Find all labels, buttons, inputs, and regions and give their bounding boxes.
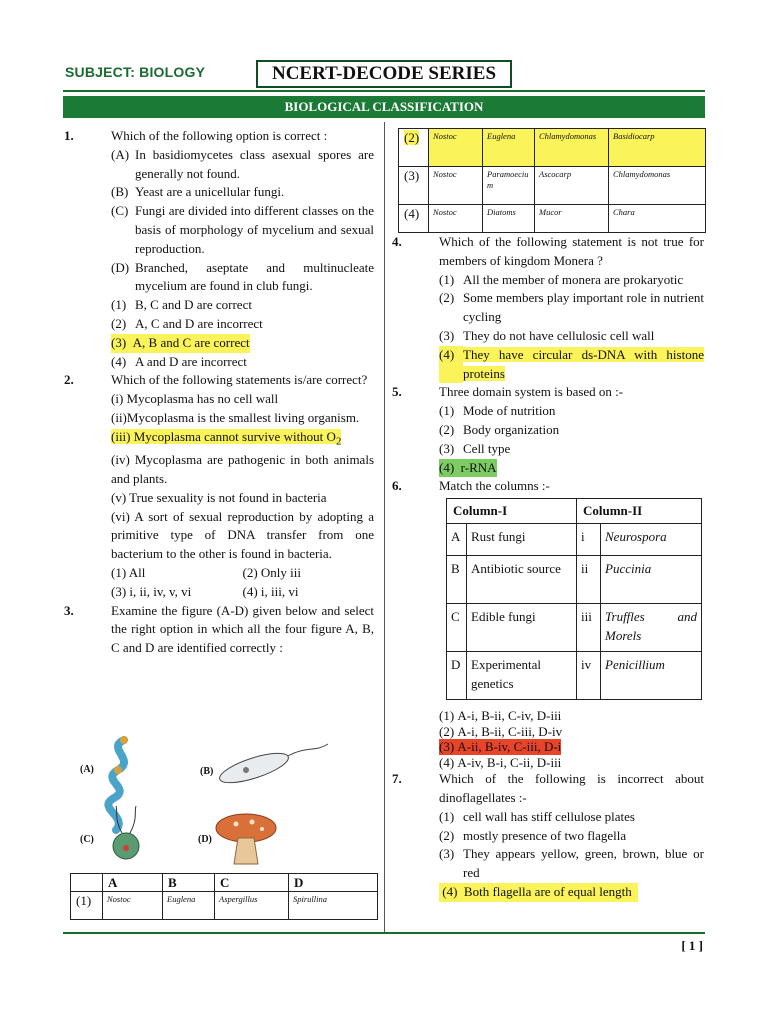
table-cell: Nostoc [103,892,163,920]
table-cell: A [447,524,467,556]
statement-text: Yeast are a unicellular fungi. [135,184,285,200]
table-cell: Neurospora [601,524,702,556]
table-cell [399,129,429,167]
statement-highlighted [111,428,374,451]
q2-statements [64,390,374,601]
question-number: 3. [64,602,74,618]
option-text: A, B and C are correct [132,334,250,350]
table-cell: Basidiocarp [609,129,706,167]
option-label: (3) [111,334,127,350]
table-cell: (4) [399,205,429,233]
table-header: C [215,874,289,892]
question-number: 2. [64,372,74,388]
statement-text: (iii) Mycoplasma cannot survive without O [111,428,336,444]
row-number: (2) [404,130,420,145]
option: (3) i, ii, iv, v, vi [111,583,192,599]
table-header-row [71,874,378,892]
table-cell: D [447,652,467,700]
option [111,353,374,372]
statement-text: Fungi are divided into different classes on the basis of morphology of mycelium and sexual reproduction. [135,203,374,256]
table-cell: Penicillium [601,652,702,700]
option-highlighted [439,739,704,755]
table-row [399,205,706,233]
figure-label-d: (D) [198,834,212,845]
option [439,402,704,421]
option-text: B, C and D are correct [135,297,252,313]
option [439,708,704,724]
question-number: 5. [392,384,402,400]
table-cell: Experimental genetics [467,652,577,700]
option-highlighted [439,883,704,902]
option-row [111,564,374,583]
chapter-banner: BIOLOGICAL CLASSIFICATION [63,96,705,118]
option [439,724,704,740]
table-cell: i [577,524,601,556]
table-cell: Nostoc [429,205,483,233]
option [111,315,374,334]
option-label: (4) [442,883,458,899]
table-cell: (3) [399,167,429,205]
option-text: A-iv, B-i, C-ii, D-iii [457,754,562,770]
option-text: Cell type [463,440,511,456]
option-label: (3) [439,739,455,755]
table-cell: Truffles and Morels [601,604,702,652]
table-row [71,892,378,920]
option-row [111,583,374,602]
q1-statements [64,146,374,372]
option-label: (4) [439,346,463,384]
table-cell: Ascocarp [535,167,609,205]
option: (1) All [111,564,146,580]
option [439,440,704,459]
subscript: 2 [335,435,342,448]
option [439,271,704,290]
table-cell: Nostoc [429,129,483,167]
option-label: (2) [439,723,455,739]
statement: (v) True sexuality is not found in bacteria [111,489,327,505]
question-text: Three domain system is based on :- [439,384,624,400]
footer-rule [63,932,705,934]
figure-a-nostoc-chain [108,736,128,830]
table-header: A [103,874,163,892]
table-cell: Chara [609,205,706,233]
subject-label: SUBJECT: BIOLOGY [65,64,206,80]
question-number: 6. [392,478,402,494]
statement-label: (A) [111,146,130,162]
question-text: Which of the following is incorrect about dinoflagellates :- [439,771,704,805]
option-label: (3) [439,327,455,343]
table-cell: B [447,556,467,604]
option [111,296,374,315]
figure-label-b: (B) [200,766,214,777]
table-header: D [289,874,378,892]
table-cell: Puccinia [601,556,702,604]
table-cell: Nostoc [429,167,483,205]
question-4 [392,233,704,271]
option [439,755,704,771]
table-cell: Chlamydomonas [535,129,609,167]
table-cell: ii [577,556,601,604]
table-cell: Rust fungi [467,524,577,556]
statement [111,146,374,184]
right-column [392,233,704,902]
page-number: [ 1 ] [681,938,703,953]
option-label: (4) [439,459,455,475]
option-text: All the member of monera are prokaryotic [463,271,684,287]
question-6 [392,477,704,496]
table-cell: Euglena [483,129,535,167]
option-label: (1) [439,808,455,824]
organism-drawings [66,726,376,870]
statement-label: (B) [111,184,129,200]
highlighted-text: They have circular ds-DNA with histone proteins [463,346,704,381]
q3-table-part2 [398,128,706,233]
option-label: (2) [439,827,455,843]
option-text: Mode of nutrition [463,403,556,419]
q4-options [392,271,704,384]
option-label: (1) [439,403,455,419]
option-label: (4) [439,754,455,770]
table-header [71,874,103,892]
table-row [399,167,706,205]
table-cell: Mucor [535,205,609,233]
option-label: (1) [439,271,455,287]
left-column [64,127,374,658]
table-cell: Edible fungi [467,604,577,652]
option-text: Body organization [463,421,560,437]
option-label: (2) [111,315,127,331]
statement [111,183,374,202]
statement: (vi) A sort of sexual reproduction by adopting a primitive type of DNA transfer from one bacterium to the other is found in bacteria. [111,508,374,562]
statement: (i) Mycoplasma has no cell wall [111,391,279,407]
table-cell: Paramoecium [483,167,535,205]
table-header: B [163,874,215,892]
option-label: (2) [439,290,455,306]
question-text: Which of the following option is correct : [111,128,328,143]
option-highlighted [439,459,704,478]
question-number: 4. [392,234,402,249]
statement: (iv) Mycoplasma are pathogenic in both animals and plants. [111,452,374,486]
table-row [447,556,702,604]
statement [111,202,374,258]
question-number: 7. [392,771,402,787]
q6-options [392,708,704,770]
question-5 [392,383,704,402]
option-label: (1) [111,297,127,313]
table-row [399,129,706,167]
organism-figure [66,726,376,870]
table-cell: Diatoms [483,205,535,233]
option [439,845,704,883]
statement [111,259,374,297]
option [439,808,704,827]
option-text: cell wall has stiff cellulose plates [463,808,635,824]
table-cell: Aspergillus [215,892,289,920]
option-text: A-ii, B-iv, C-iii, D-i [457,739,562,755]
statement-label: (D) [111,259,130,275]
statement-text: In basidiomycetes class asexual spores are generally not found. [135,146,374,181]
option-text: A-i, B-ii, C-iii, D-iv [457,723,563,739]
option-label: (3) [439,440,455,456]
option [439,421,704,440]
option-text: A and D are incorrect [135,353,247,369]
option-label: (1) [439,708,455,724]
match-table [446,498,702,700]
column-header: Column-II [577,499,702,524]
option [439,827,704,846]
table-cell: Euglena [163,892,215,920]
table-header-row [447,499,702,524]
option-text: mostly presence of two flagella [463,827,627,843]
table-cell: Chlamydomonas [609,167,706,205]
option-label: (2) [439,421,455,437]
option-label: (4) [111,353,127,369]
option: (4) i, iii, vi [242,583,299,599]
header-rule [63,90,705,92]
table-cell: (1) [71,892,103,920]
figure-d-mushroom [216,814,276,864]
table-cell: iii [577,604,601,652]
series-title: NCERT-DECODE SERIES [256,60,512,88]
option-text: They appears yellow, green, brown, blue or red [463,846,704,881]
table-cell: Spirullina [289,892,378,920]
question-text: Which of the following statement is not true for members of kingdom Monera ? [439,234,704,268]
option-text [463,346,704,384]
option-highlighted [439,346,704,384]
question-3 [64,602,374,658]
option-text: Both flagella are of equal length [463,883,632,899]
question-number: 1. [64,128,74,143]
option-text: A-i, B-ii, C-iv, D-iii [457,708,562,724]
question-2 [64,371,374,390]
question-text: Examine the figure (A-D) given below and select the right option in which all the four figure A, B, C and D are identified correctly : [111,602,374,656]
statement-label: (C) [111,203,129,219]
question-text: Match the columns :- [439,478,550,494]
q7-options [392,808,704,902]
option-text: They do not have cellulosic cell wall [463,327,655,343]
table-row [447,652,702,700]
option [439,327,704,346]
q3-table-part1 [70,873,378,920]
figure-label-c: (C) [80,834,94,845]
option: (2) Only iii [242,564,301,580]
statement-text: Branched, aseptate and multinucleate mycelium are found in club fungi. [135,259,374,294]
q5-options [392,402,704,477]
table-cell: Antibiotic source [467,556,577,604]
option-text: A, C and D are incorrect [135,315,263,331]
option-text: r-RNA [460,459,497,475]
option-highlighted [111,334,374,353]
option [439,289,704,327]
statement: (ii)Mycoplasma is the smallest living organism. [111,409,360,425]
column-header: Column-I [447,499,577,524]
column-divider [384,122,385,932]
table-row [447,524,702,556]
table-row [447,604,702,652]
figure-label-a: (A) [80,764,94,775]
question-7 [392,770,704,808]
table-cell: iv [577,652,601,700]
option-label: (3) [439,846,455,862]
question-text: Which of the following statements is/are correct? [111,372,368,388]
figure-b-euglena [217,744,328,789]
table-cell: C [447,604,467,652]
question-1 [64,127,374,146]
option-text: Some members play important role in nutrient cycling [463,290,704,325]
